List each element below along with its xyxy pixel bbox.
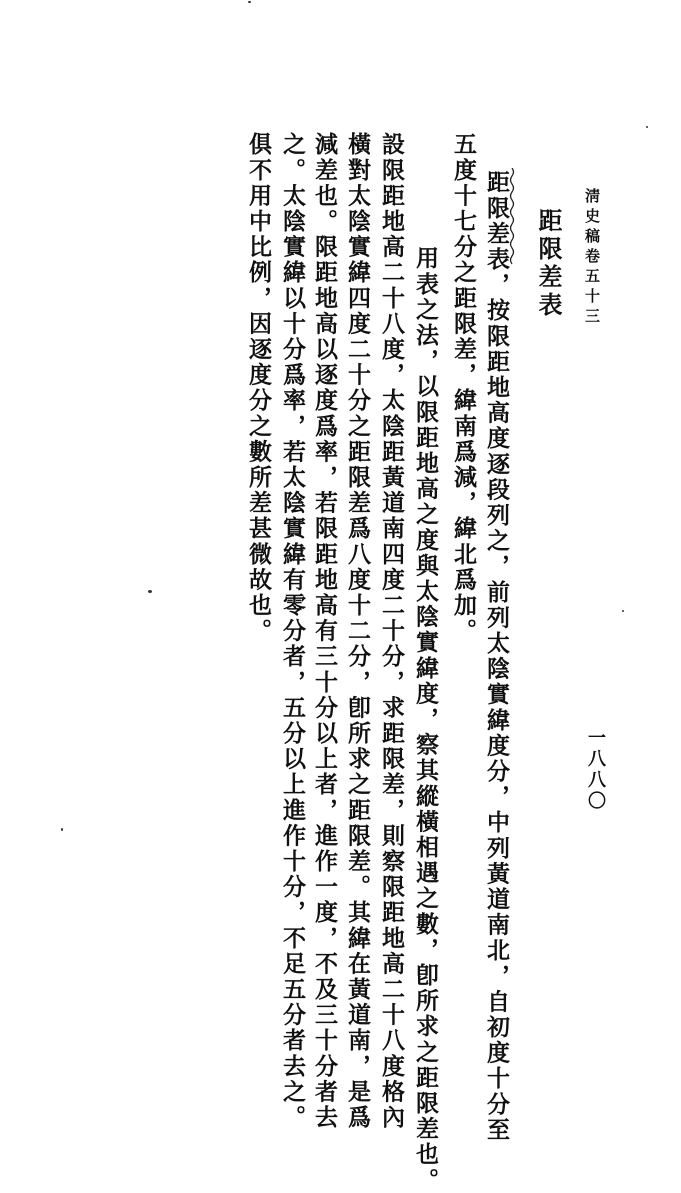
- section-title: 距限差表: [534, 208, 563, 320]
- running-header: 淸史稿卷五十三: [583, 188, 601, 328]
- text-column-2: 五度十七分之距限差，緯南爲減，緯北爲加。: [450, 132, 477, 644]
- text-column-4: 設限距地高二十八度，太陰距黃道南四度二十分，求距限差，則察限距地高二十八度格內: [378, 132, 405, 1131]
- page-number: 一八八〇: [585, 728, 606, 812]
- scan-speck: [622, 610, 624, 612]
- text-column-8: 俱不用中比例，因逐度分之數所差甚微故也。: [245, 132, 272, 644]
- text-column-3: 用表之法，以限距地高之度與太陰實緯度，察其縱橫相遇之數，卽所求之距限差也。: [412, 246, 439, 1193]
- text-column-5: 橫對太陰實緯四度二十分之距限差爲八度十二分，卽所求之距限差。其緯在黃道南，是爲: [344, 132, 371, 1131]
- scan-speck: [248, 1, 251, 3]
- text-column-1: 距限差表，按限距地高度逐段列之，前列太陰實緯度分，中列黃道南北，自初度十分至: [483, 170, 510, 1143]
- scan-speck: [61, 828, 63, 831]
- text-column-7: 之。太陰實緯以十分爲率，若太陰實緯有零分者，五分以上進作十分，不足五分者去之。: [279, 132, 306, 1131]
- scan-speck: [148, 590, 152, 593]
- text-column-6: 減差也。限距地高以逐度爲率，若限距地高有三十分以上者，進作一度，不及三十分者去: [311, 132, 338, 1131]
- scan-speck: [646, 126, 648, 128]
